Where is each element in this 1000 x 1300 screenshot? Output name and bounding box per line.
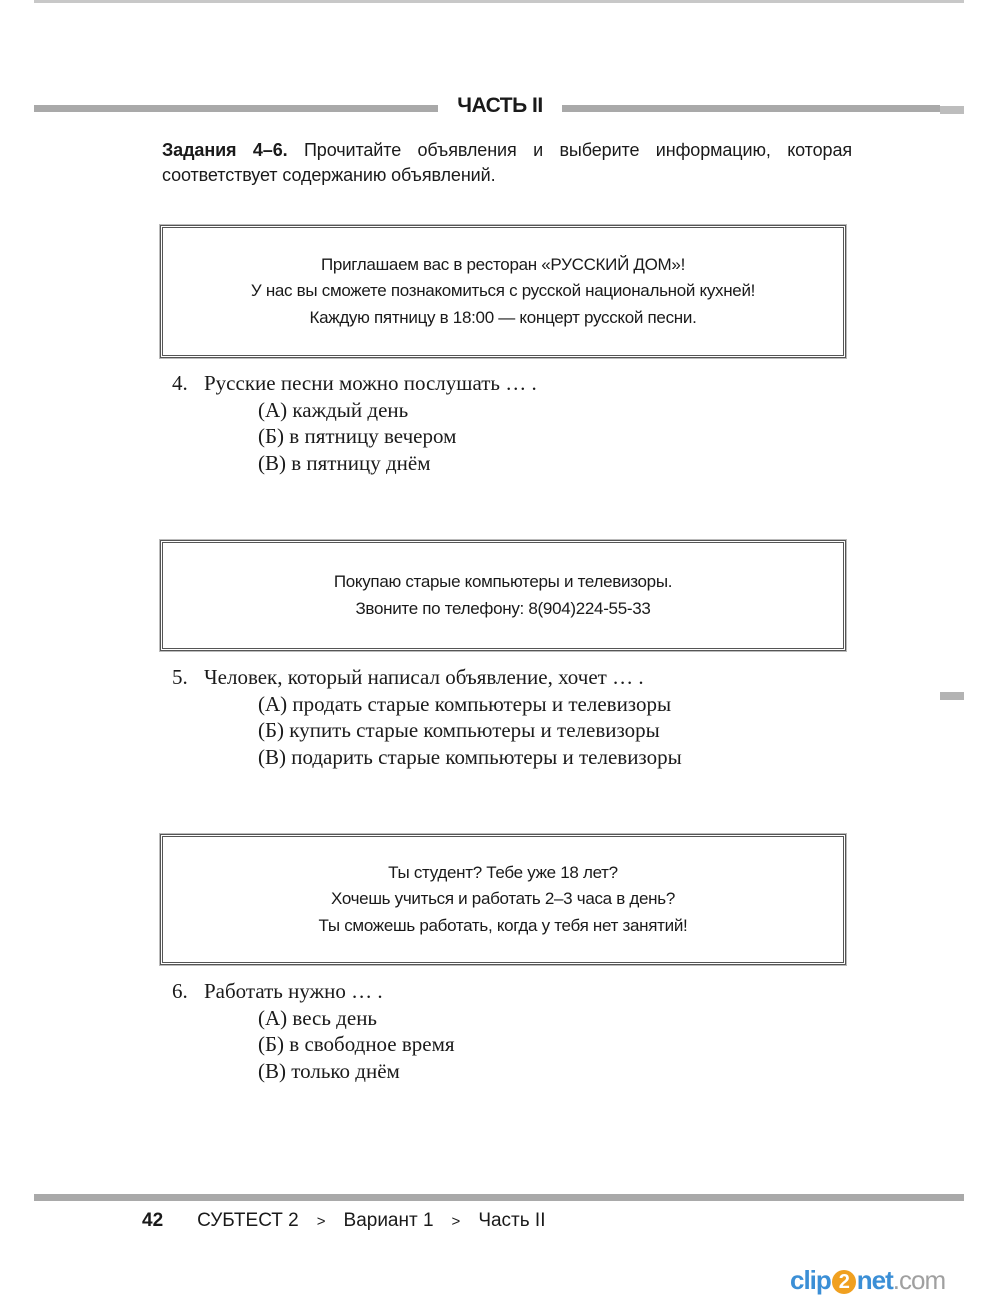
advertisement-restaurant bbox=[160, 225, 846, 358]
watermark-com: .com bbox=[892, 1265, 946, 1295]
answer-option-b[interactable]: (Б) в свободное время bbox=[258, 1032, 455, 1056]
footer-rule bbox=[34, 1194, 964, 1201]
ad-line: У нас вы сможете познакомиться с русской национальной кухней! bbox=[250, 281, 756, 301]
answer-option-a[interactable]: (А) продать старые компьютеры и телевизоры bbox=[258, 691, 672, 716]
question-4 bbox=[172, 370, 537, 476]
section-rule-tab bbox=[940, 106, 964, 114]
top-rule bbox=[34, 0, 964, 3]
instructions bbox=[162, 138, 852, 188]
watermark-net: net bbox=[856, 1265, 893, 1295]
chevron-right-icon: > bbox=[316, 1212, 326, 1230]
question-stem: Работать нужно … . bbox=[204, 979, 383, 1003]
advertisement-buying-computers bbox=[160, 540, 846, 651]
answer-options bbox=[258, 691, 682, 771]
page-footer bbox=[142, 1210, 545, 1232]
answer-option-v[interactable]: (В) в пятницу днём bbox=[258, 450, 431, 475]
chevron-right-icon: > bbox=[451, 1212, 461, 1230]
ad-line: Ты студент? Тебе уже 18 лет? bbox=[388, 862, 618, 882]
breadcrumb-variant: Вариант 1 bbox=[343, 1210, 434, 1231]
answer-option-v[interactable]: (В) только днём bbox=[258, 1058, 400, 1083]
answer-option-a[interactable]: (А) весь день bbox=[258, 1005, 378, 1030]
watermark-circle-icon: 2 bbox=[832, 1270, 856, 1294]
question-stem: Человек, который написал объявление, хочет … . bbox=[204, 665, 644, 689]
question-number: 6. bbox=[172, 979, 188, 1003]
breadcrumb-part: Часть II bbox=[478, 1210, 546, 1231]
page-number: 42 bbox=[142, 1210, 164, 1231]
ad-line: Приглашаем вас в ресторан «РУССКИЙ ДОМ»! bbox=[321, 254, 685, 274]
section-title: ЧАСТЬ II bbox=[457, 94, 543, 117]
ad-line: Звоните по телефону: 8(904)224-55-33 bbox=[355, 598, 651, 618]
instructions-text: Прочитайте объявления и выберите информацию, которая соответствует содержанию объявлений. bbox=[162, 140, 853, 185]
instructions-label: Задания 4–6. bbox=[162, 140, 288, 160]
answer-option-b[interactable]: (Б) купить старые компьютеры и телевизоры bbox=[258, 718, 660, 742]
watermark-logo bbox=[790, 1265, 945, 1296]
question-stem: Русские песни можно послушать … . bbox=[204, 371, 537, 395]
question-5 bbox=[172, 664, 682, 770]
answer-options bbox=[258, 397, 537, 477]
answer-option-v[interactable]: (В) подарить старые компьютеры и телевизоры bbox=[258, 744, 682, 769]
section-rule-right bbox=[562, 105, 940, 112]
answer-options bbox=[258, 1005, 455, 1085]
question-number: 5. bbox=[172, 665, 188, 689]
ad-line: Хочешь учиться и работать 2–3 часа в день? bbox=[331, 889, 675, 909]
section-rule-left bbox=[34, 105, 438, 112]
ad-line: Покупаю старые компьютеры и телевизоры. bbox=[333, 572, 673, 591]
question-6 bbox=[172, 978, 455, 1084]
watermark-clip: clip bbox=[790, 1265, 831, 1295]
answer-option-a[interactable]: (А) каждый день bbox=[258, 397, 409, 422]
advertisement-student-job bbox=[160, 834, 846, 965]
breadcrumb-subtest: СУБТЕСТ 2 bbox=[197, 1210, 299, 1231]
answer-option-b[interactable]: (Б) в пятницу вечером bbox=[258, 424, 457, 448]
ad-line: Ты сможешь работать, когда у тебя нет занятий! bbox=[318, 915, 688, 935]
ad-line: Каждую пятницу в 18:00 — концерт русской песни. bbox=[309, 307, 697, 327]
side-tab-marker bbox=[940, 692, 964, 700]
question-number: 4. bbox=[172, 371, 188, 395]
